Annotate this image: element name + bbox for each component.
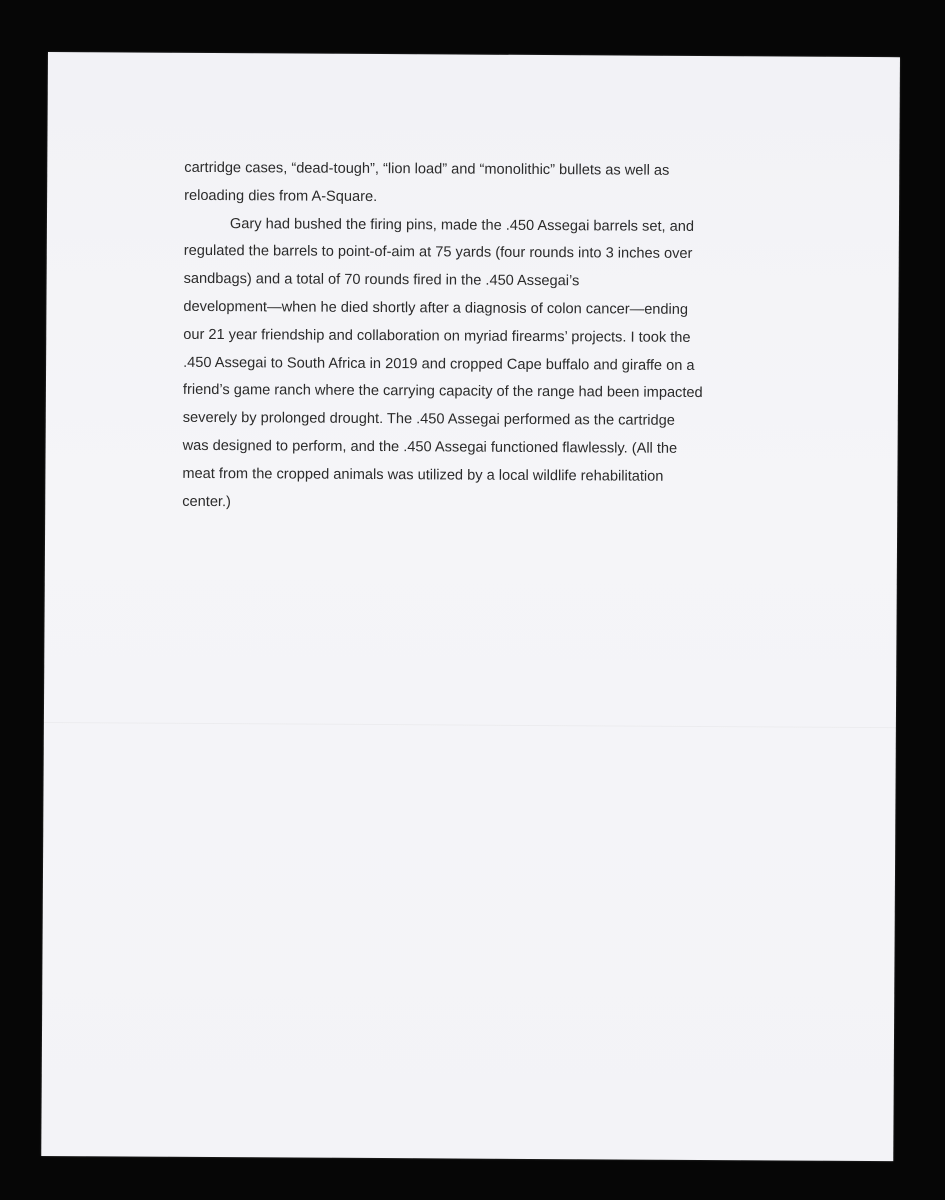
text-line-11: was designed to perform, and the .450 Assegai functioned flawlessly. (All the	[182, 437, 678, 457]
text-line-10: severely by prolonged drought. The .450 Assegai performed as the cartridge	[182, 410, 675, 430]
text-line-4: regulated the barrels to point-of-aim at 75 yards (four rounds into 3 inches over	[183, 243, 693, 263]
paper-fold-line	[44, 722, 896, 728]
text-line-9: friend’s game ranch where the carrying capacity of the range had been impacted	[182, 382, 703, 402]
text-line-1: cartridge cases, “dead-tough”, “lion load” and “monolithic” bullets as well as	[184, 159, 670, 179]
text-line-2: reloading dies from A-Square.	[184, 187, 378, 205]
text-line-5: sandbags) and a total of 70 rounds fired in the .450 Assegai’s	[183, 271, 580, 290]
text-line-8: .450 Assegai to South Africa in 2019 and cropped Cape buffalo and giraffe on a	[183, 354, 695, 374]
paper-sheet	[41, 52, 900, 1161]
text-line-13: center.)	[182, 493, 231, 510]
body-text	[182, 155, 764, 520]
text-line-6: development—when he died shortly after a diagnosis of colon cancer—ending	[183, 298, 689, 318]
text-line-7: our 21 year friendship and collaboration on myriad firearms’ projects. I took the	[183, 326, 691, 346]
text-line-3: Gary had bushed the firing pins, made the .450 Assegai barrels set, and	[229, 215, 695, 235]
text-line-12: meat from the cropped animals was utilized by a local wildlife rehabilitation	[182, 465, 664, 485]
